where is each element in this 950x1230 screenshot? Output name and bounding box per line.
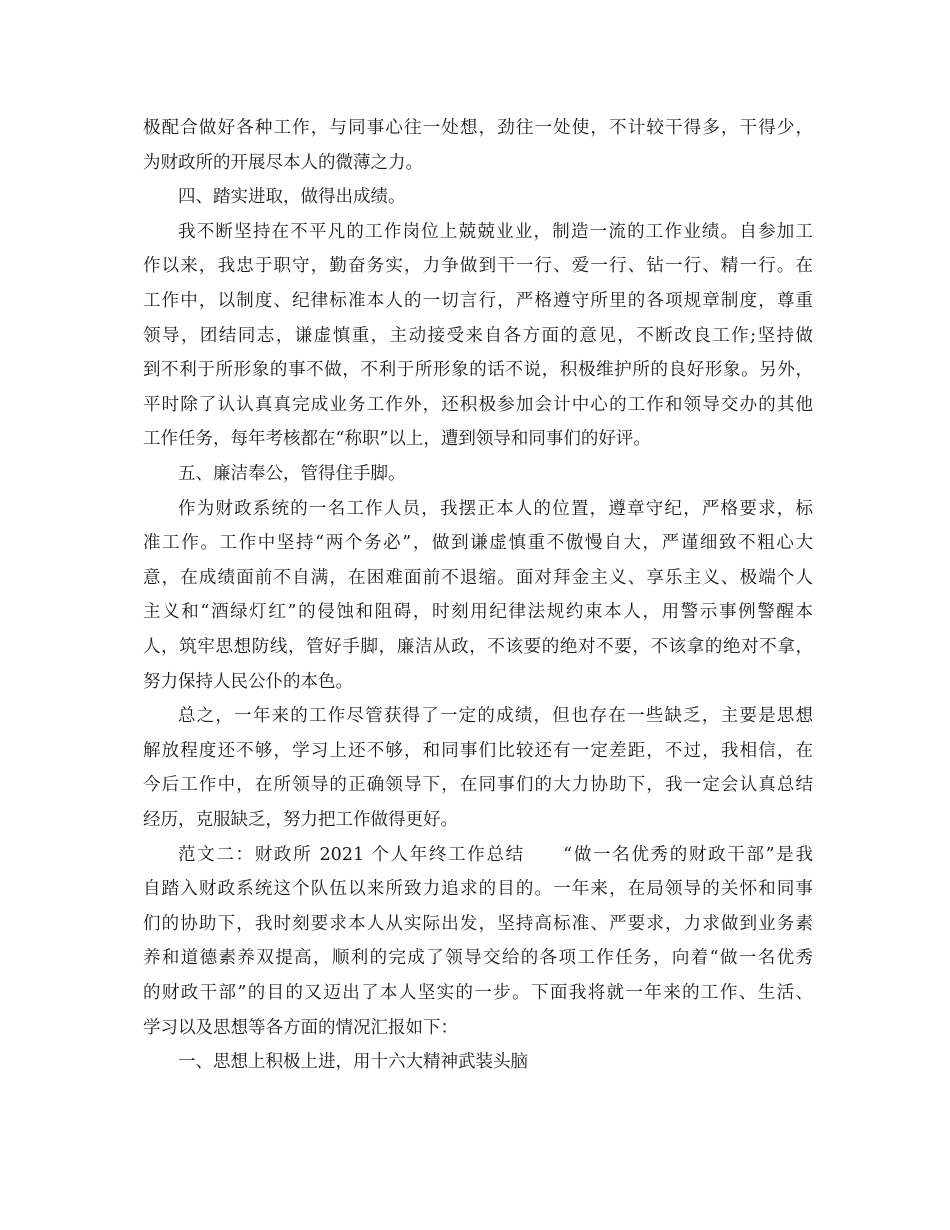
document-line: 四、踏实进取，做得出成绩。 [178, 187, 406, 208]
document-line: 养和道德素养双提高，顺利的完成了领导交给的各项工作任务，向着“做一名优秀 [143, 948, 813, 969]
document-line: 五、廉洁奉公，管得住手脚。 [178, 464, 406, 484]
document-line: 意，在成绩面前不自满，在困难面前不退缩。面对拜金主义、享乐主义、极端个人 [143, 567, 813, 588]
document-line: 作以来，我忠于职守，勤奋务实，力争做到干一行、爱一行、钻一行、精一行。在 [143, 256, 813, 277]
document-line: 主义和“酒绿灯红”的侵蚀和阻碍，时刻用纪律法规约束本人，用警示事例警醒本 [143, 602, 813, 623]
document-line: 工作中，以制度、纪律标准本人的一切言行，严格遵守所里的各项规章制度，尊重 [143, 291, 813, 311]
document-line: 为财政所的开展尽本人的微薄之力。 [143, 152, 423, 173]
document-line: 极配合做好各种工作，与同事心往一处想，劲往一处使，不计较干得多，干得少， [143, 118, 813, 138]
document-line: 工作任务，每年考核都在“称职”以上，遭到领导和同事们的好评。 [143, 429, 651, 450]
document-line: 的财政干部”的目的又迈出了本人坚实的一步。下面我将就一年来的工作、生活、 [143, 983, 813, 1003]
document-line: 经历，克服缺乏，努力把工作做得更好。 [143, 810, 458, 830]
document-line: 们的协助下，我时刻要求本人从实际出发，坚持高标准、严要求，力求做到业务素 [143, 913, 813, 934]
document-line: 准工作。工作中坚持“两个务必”，做到谦虚慎重不傲慢自大，严谨细致不粗心大 [143, 533, 813, 554]
document-line: 解放程度还不够，学习上还不够，和同事们比较还有一定差距，不过，我相信，在 [143, 740, 813, 761]
document-line: 努力保持人民公仆的本色。 [143, 671, 353, 692]
document-line: 平时除了认认真真完成业务工作外，还积极参加会计中心的工作和领导交办的其他 [143, 394, 813, 415]
document-line: 我不断坚持在不平凡的工作岗位上兢兢业业，制造一流的工作业绩。自参加工 [178, 221, 813, 242]
document-line: 范文二：财政所 2021 个人年终工作总结 “做一名优秀的财政干部”是我 [178, 844, 813, 865]
document-line: 作为财政系统的一名工作人员，我摆正本人的位置，遵章守纪，严格要求，标 [178, 498, 813, 519]
document-line: 学习以及思想等各方面的情况汇报如下： [143, 1017, 458, 1038]
document-line: 到不利于所形象的事不做，不利于所形象的话不说，积极维护所的良好形象。另外， [143, 360, 813, 381]
document-line: 今后工作中，在所领导的正确领导下，在同事们的大力协助下，我一定会认真总结 [143, 775, 813, 796]
document-line: 一、思想上积极上进，用十六大精神武装头脑 [178, 1052, 528, 1073]
document-line: 人，筑牢思想防线，管好手脚，廉洁从政，不该要的绝对不要，不该拿的绝对不拿， [143, 637, 813, 657]
document-line: 总之，一年来的工作尽管获得了一定的成绩，但也存在一些缺乏，主要是思想 [178, 706, 813, 727]
document-line: 领导，团结同志，谦虚慎重，主动接受来自各方面的意见，不断改良工作;坚持做 [143, 325, 813, 346]
document-line: 自踏入财政系统这个队伍以来所致力追求的目的。一年来，在局领导的关怀和同事 [143, 879, 813, 900]
